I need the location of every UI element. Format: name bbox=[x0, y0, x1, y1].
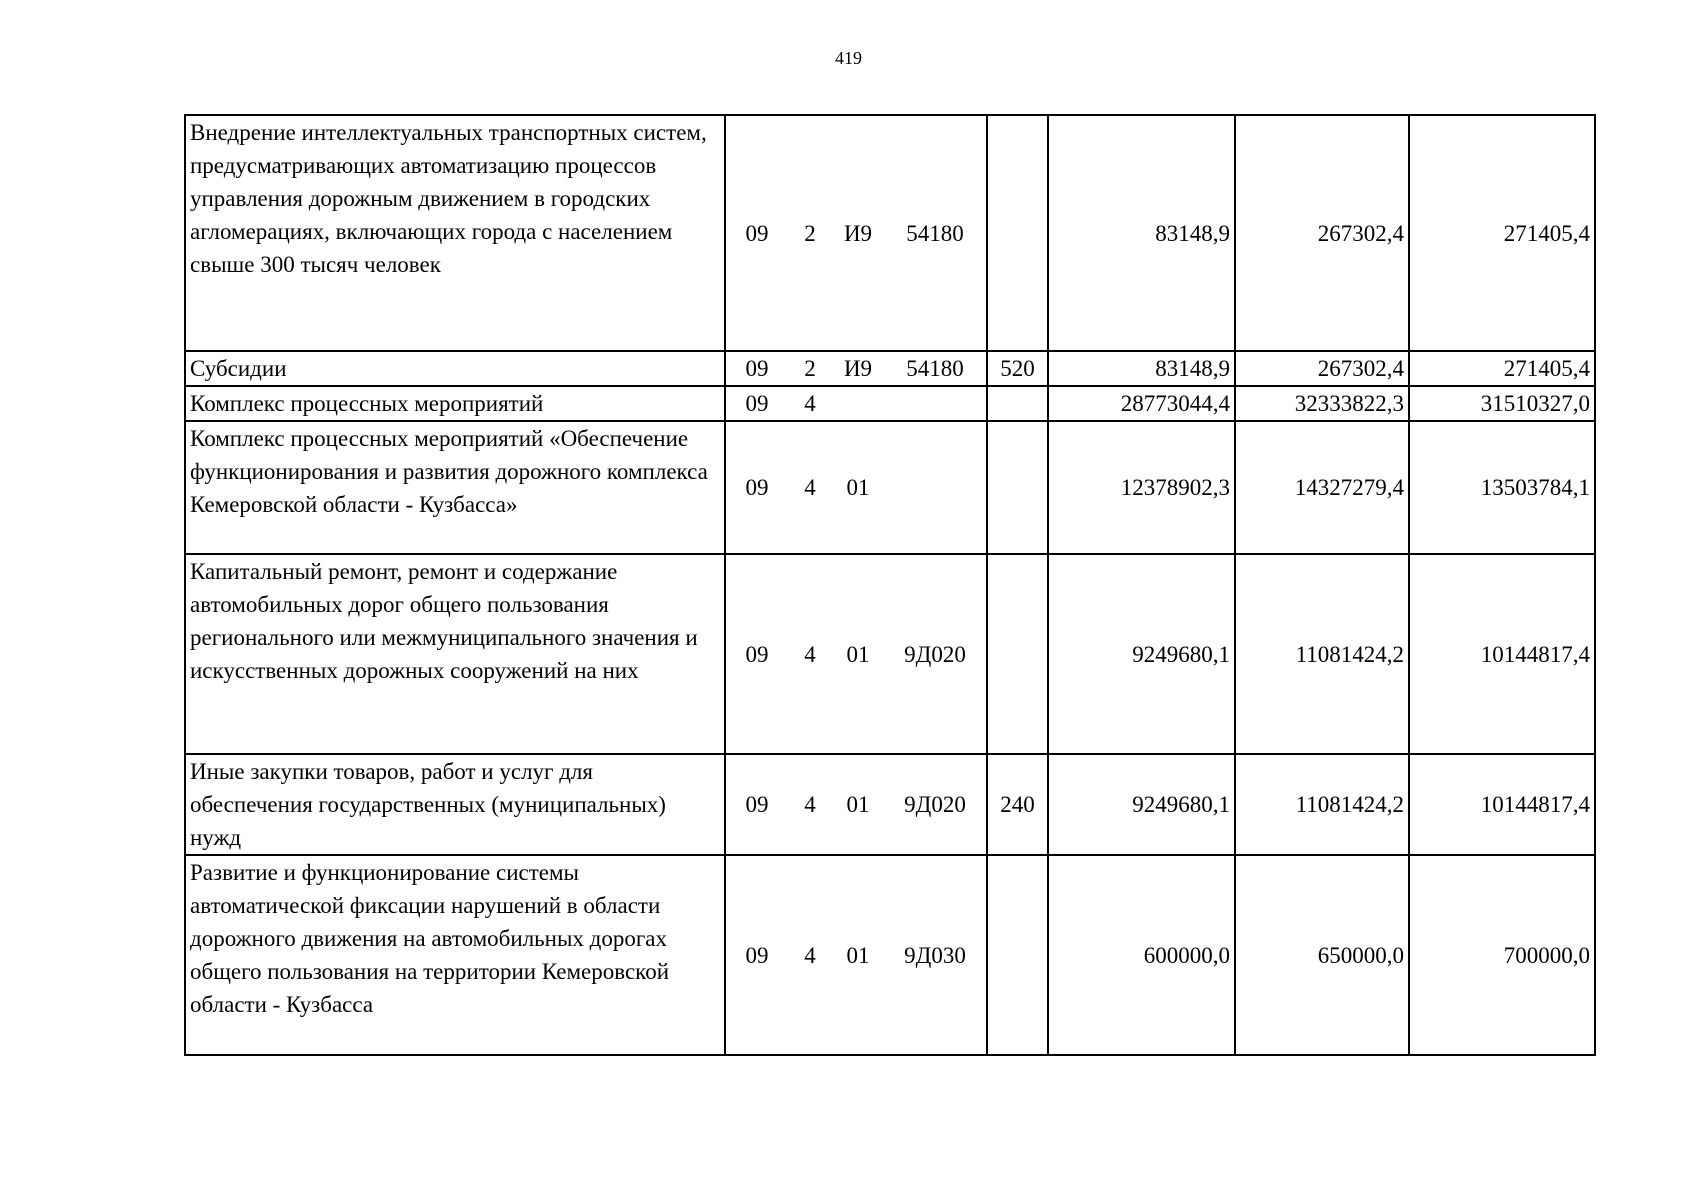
amount-year-1: 83148,9 bbox=[1048, 115, 1235, 351]
code-rz: 09 bbox=[745, 220, 769, 246]
code-kvr bbox=[987, 386, 1048, 421]
code-pr: 4 bbox=[804, 641, 816, 667]
code-prog: И9 bbox=[843, 220, 873, 246]
code-rz: 09 bbox=[745, 792, 769, 817]
table-row bbox=[185, 351, 1595, 386]
amount-year-3: 10144817,4 bbox=[1409, 554, 1595, 754]
code-kvr: 240 bbox=[987, 754, 1048, 855]
code-pr: 2 bbox=[804, 356, 816, 381]
row-codes bbox=[725, 554, 987, 754]
code-kvr bbox=[987, 421, 1048, 554]
code-dir: 54180 bbox=[906, 356, 964, 381]
row-name: Комплекс процессных мероприятий «Обеспечение функционирования и развития дорожного комплекса Кемеровской области - Кузбасса» bbox=[185, 421, 725, 554]
row-codes bbox=[725, 421, 987, 554]
code-rz: 09 bbox=[745, 391, 769, 416]
amount-year-3: 31510327,0 bbox=[1409, 386, 1595, 421]
amount-year-3: 10144817,4 bbox=[1409, 754, 1595, 855]
code-pr: 2 bbox=[804, 220, 816, 246]
row-name: Развитие и функционирование системы автоматической фиксации нарушений в области дорожного движения на автомобильных дорогах общего пользования на территории Кемеровской области - Кузбасса bbox=[185, 855, 725, 1055]
amount-year-1: 9249680,1 bbox=[1048, 554, 1235, 754]
amount-year-1: 12378902,3 bbox=[1048, 421, 1235, 554]
code-prog: 01 bbox=[846, 475, 870, 500]
code-rz: 09 bbox=[745, 641, 769, 667]
amount-year-2: 14327279,4 bbox=[1235, 421, 1409, 554]
page-number: 419 bbox=[835, 48, 862, 68]
code-rz: 09 bbox=[745, 356, 769, 381]
amount-year-1: 9249680,1 bbox=[1048, 754, 1235, 855]
table-row bbox=[185, 115, 1595, 351]
code-dir: 54180 bbox=[906, 220, 964, 246]
row-codes bbox=[725, 855, 987, 1055]
code-rz: 09 bbox=[745, 475, 769, 500]
budget-table bbox=[184, 114, 1596, 1056]
amount-year-2: 650000,0 bbox=[1235, 855, 1409, 1055]
code-dir: 9Д020 bbox=[904, 792, 966, 817]
table-row bbox=[185, 386, 1595, 421]
row-codes bbox=[725, 351, 987, 386]
code-pr: 4 bbox=[804, 792, 816, 817]
code-kvr bbox=[987, 115, 1048, 351]
code-dir: 9Д030 bbox=[904, 942, 966, 968]
code-kvr bbox=[987, 855, 1048, 1055]
code-pr: 4 bbox=[804, 475, 816, 500]
code-pr: 4 bbox=[804, 391, 816, 416]
amount-year-2: 267302,4 bbox=[1235, 115, 1409, 351]
row-name: Комплекс процессных мероприятий bbox=[185, 386, 725, 421]
amount-year-3: 271405,4 bbox=[1409, 351, 1595, 386]
code-rz: 09 bbox=[745, 942, 769, 968]
row-codes bbox=[725, 386, 987, 421]
row-name: Внедрение интеллектуальных транспортных систем, предусматривающих автоматизацию процессов управления дорожным движением в городских агломерациях, включающих города с населением свыше 300 тысяч человек bbox=[185, 115, 725, 351]
amount-year-2: 11081424,2 bbox=[1235, 754, 1409, 855]
amount-year-2: 11081424,2 bbox=[1235, 554, 1409, 754]
row-name: Иные закупки товаров, работ и услуг для обеспечения государственных (муниципальных) нужд bbox=[185, 754, 725, 855]
row-name: Субсидии bbox=[185, 351, 725, 386]
amount-year-1: 83148,9 bbox=[1048, 351, 1235, 386]
row-codes bbox=[725, 754, 987, 855]
table-row bbox=[185, 554, 1595, 754]
code-prog: 01 bbox=[846, 942, 870, 968]
code-kvr bbox=[987, 554, 1048, 754]
code-kvr: 520 bbox=[987, 351, 1048, 386]
code-dir: 9Д020 bbox=[904, 641, 966, 667]
amount-year-3: 700000,0 bbox=[1409, 855, 1595, 1055]
amount-year-2: 267302,4 bbox=[1235, 351, 1409, 386]
table-row bbox=[185, 421, 1595, 554]
table-row bbox=[185, 754, 1595, 855]
code-prog: 01 bbox=[846, 792, 870, 817]
row-name: Капитальный ремонт, ремонт и содержание автомобильных дорог общего пользования регионального или межмуниципального значения и искусственных дорожных сооружений на них bbox=[185, 554, 725, 754]
amount-year-2: 32333822,3 bbox=[1235, 386, 1409, 421]
amount-year-1: 600000,0 bbox=[1048, 855, 1235, 1055]
row-codes bbox=[725, 115, 987, 351]
amount-year-3: 13503784,1 bbox=[1409, 421, 1595, 554]
amount-year-1: 28773044,4 bbox=[1048, 386, 1235, 421]
code-prog: 01 bbox=[846, 641, 870, 667]
amount-year-3: 271405,4 bbox=[1409, 115, 1595, 351]
code-pr: 4 bbox=[804, 942, 816, 968]
code-prog: И9 bbox=[843, 356, 873, 381]
table-row bbox=[185, 855, 1595, 1055]
